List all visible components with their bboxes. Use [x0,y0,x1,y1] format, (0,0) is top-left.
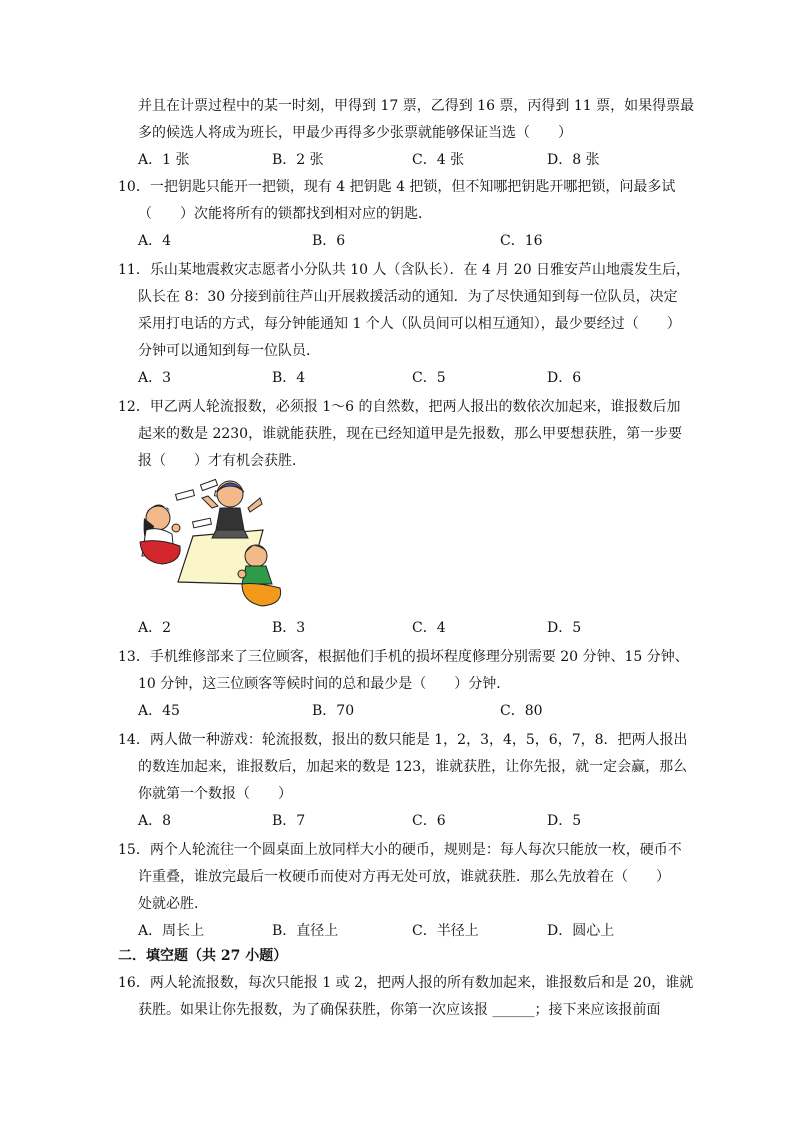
q12-line-1: 12．甲乙两人轮流报数，必须报 1～6 的自然数，把两人报出的数依次加起来，谁报数后加 [118,399,681,415]
q9-option-b: B．2 张 [272,152,324,168]
q11-option-c: C．5 [412,370,446,386]
illustration-svg [138,478,288,610]
q11-line-2: 队长在 8：30 分接到前往芦山开展救援活动的通知．为了尽快通知到每一位队员，决定 [138,289,678,305]
q13-line-2: 10 分钟，这三位顾客等候时间的总和最少是（ ）分钟． [138,676,511,692]
q11-option-a: A．3 [138,370,172,386]
q9-option-a: A．1 张 [138,152,190,168]
q9-option-c: C．4 张 [412,152,465,168]
q16-line-2: 获胜。如果让你先报数，为了确保获胜，你第一次应该报 ______；接下来应该报前面 [138,1002,661,1018]
q10-line-2: （ ）次能将所有的锁都找到相对应的钥匙． [138,206,432,222]
q10-line-1: 10．一把钥匙只能开一把锁，现有 4 把钥匙 4 把锁，但不知哪把钥匙开哪把锁，问最多试 [118,179,676,195]
q11-line-3: 采用打电话的方式，每分钟能通知 1 个人（队员间可以相互通知），最少要经过（ ） [138,316,681,332]
q10-option-c: C．16 [500,233,543,249]
q13-option-a: A．45 [138,703,180,719]
q11-line-1: 11．乐山某地震救灾志愿者小分队共 10 人（含队长）．在 4 月 20 日雅安芦山地震发生后， [118,262,691,278]
q12-line-2: 起来的数是 2230，谁就能获胜，现在已经知道甲是先报数，那么甲要想获胜，第一步要 [138,426,683,442]
q14-line-2: 的数连加起来，谁报数后，加起来的数是 123，谁就获胜，让你先报，就一定会赢，那么 [138,759,688,775]
q11-option-b: B．4 [272,370,306,386]
q14-option-c: C．6 [412,813,446,829]
q11-line-4: 分钟可以通知到每一位队员． [138,343,320,359]
q9-line-2: 多的候选人将成为班长，甲最少再得多少张票就能够保证当选（ ） [138,125,572,141]
q12-line-3: 报（ ）才有机会获胜． [138,453,306,469]
q15-option-c: C．半径上 [412,923,479,939]
q15-option-d: D．圆心上 [547,923,615,939]
children-playing-cards-illustration [138,478,288,610]
q15-option-b: B．直径上 [272,923,339,939]
q12-option-b: B．3 [272,620,306,636]
q12-option-d: D．5 [547,620,582,636]
q10-option-b: B．6 [312,233,346,249]
q15-line-1: 15．两个人轮流往一个圆桌面上放同样大小的硬币，规则是：每人每次只能放一枚，硬币不 [118,842,682,858]
q14-option-a: A．8 [138,813,172,829]
q9-line-1: 并且在计票过程中的某一时刻，甲得到 17 票，乙得到 16 票，丙得到 11 票，如果得票最 [138,98,695,114]
q15-line-2: 许重叠，谁放完最后一枚硬币而使对方再无处可放，谁就获胜．那么先放着在（ ） [138,869,670,885]
q10-option-a: A．4 [138,233,172,249]
q13-option-c: C．80 [500,703,543,719]
q15-line-3: 处就必胜． [138,896,208,912]
q16-line-1: 16．两人轮流报数，每次只能报 1 或 2，把两人报的所有数加起来，谁报数后和是 20，谁就 [118,975,694,991]
q14-option-d: D．5 [547,813,582,829]
q14-option-b: B．7 [272,813,306,829]
q15-option-a: A．周长上 [138,923,205,939]
q13-line-1: 13．手机维修部来了三位顾客，根据他们手机的损坏程度修理分别需要 20 分钟、15 分钟、 [118,649,689,665]
q9-option-d: D．8 张 [547,152,600,168]
q11-option-d: D．6 [547,370,582,386]
q12-option-a: A．2 [138,620,172,636]
q12-option-c: C．4 [412,620,446,636]
q14-line-1: 14．两人做一种游戏：轮流报数，报出的数只能是 1，2，3，4，5，6，7，8．把两人报出 [118,732,688,748]
section-heading-fill-in: 二．填空题（共 27 小题） [118,948,288,964]
q13-option-b: B．70 [312,703,355,719]
q14-line-3: 你就第一个数报（ ） [138,786,292,802]
